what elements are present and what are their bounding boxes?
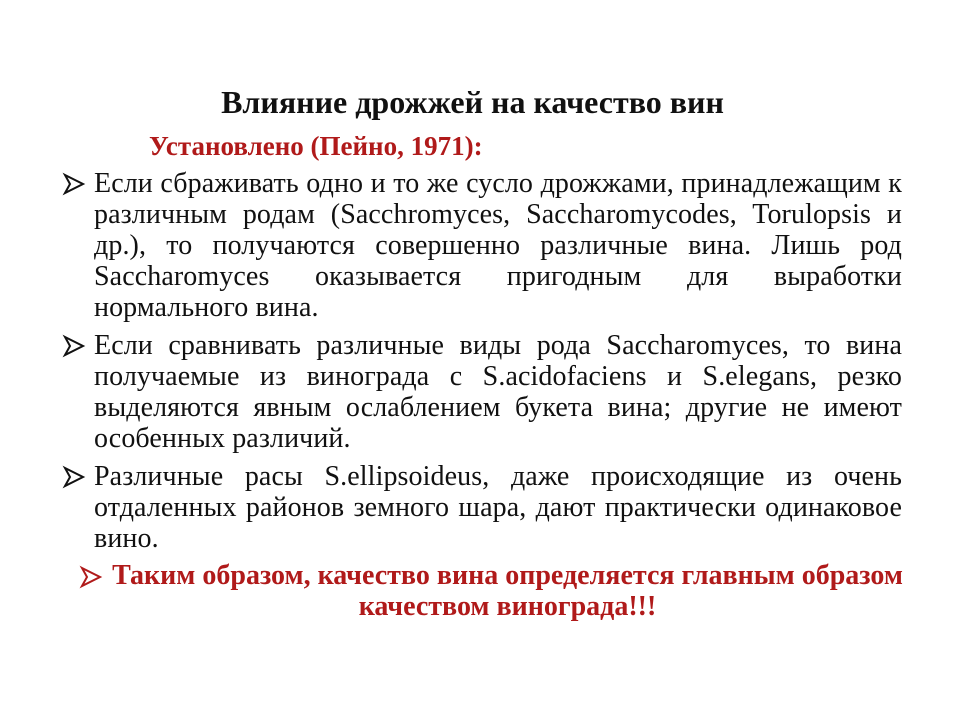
bullet-text: Различные расы S.ellipsoideus, даже происходящие из очень отдаленных районов земного шара, дают практически одинаковое вино. bbox=[94, 461, 902, 554]
bullet-text: Если сравнивать различные виды рода Saccharomyces, то вина получаемые из винограда с S.acidofaciens и S.elegans, резко выделяются явным ослаблением букета вина; другие не имеют особенных различий. bbox=[94, 330, 902, 454]
arrowhead-bullet-icon bbox=[62, 334, 86, 358]
slide-subtitle: Установлено (Пейно, 1971): bbox=[149, 131, 483, 161]
bullet-text: Если сбраживать одно и то же сусло дрожжами, принадлежащим к различным родам (Sacchromyces, Saccharomycodes, Torulopsis и др.), то получаются совершенно различные вина. Лишь род Saccharomyces оказывается пригодным для выработки нормального вина. bbox=[94, 168, 902, 323]
list-item bbox=[62, 461, 902, 554]
bullet-list bbox=[62, 168, 902, 561]
list-item bbox=[62, 168, 902, 323]
arrowhead-bullet-icon bbox=[62, 172, 86, 196]
conclusion-text: Таким образом, качество вина определяется главным образом качеством винограда!!! bbox=[112, 560, 903, 622]
conclusion bbox=[62, 560, 902, 622]
arrowhead-bullet-icon bbox=[62, 465, 86, 489]
slide-title: Влияние дрожжей на качество вин bbox=[221, 84, 724, 120]
list-item bbox=[62, 330, 902, 454]
arrowhead-bullet-icon bbox=[79, 565, 103, 589]
